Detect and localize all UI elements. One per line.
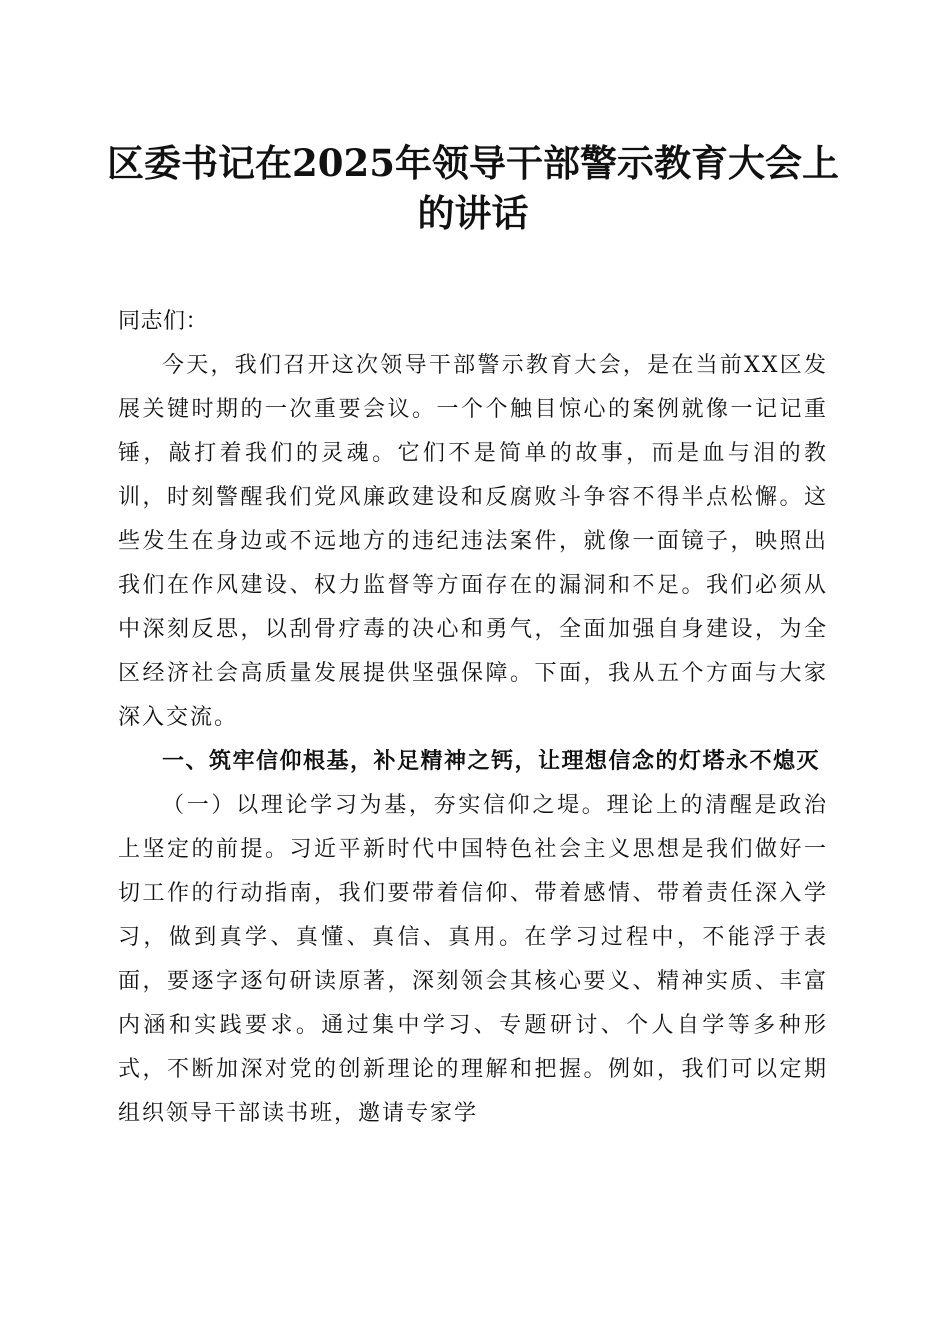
- salutation: 同志们：: [118, 309, 209, 334]
- document-title: 区委书记在2025年领导干部警示教育大会上的讲话: [107, 141, 839, 235]
- opening-paragraph: 今天，我们召开这次领导干部警示教育大会，是在当前XX区发展关键时期的一次重要会议。一个个触目惊心的案例就像一记记重锤，敲打着我们的灵魂。它们不是简单的故事，而是血与泪的教训，时刻警醒我们党风廉政建设和反腐败斗争容不得半点松懈。这些发生在身边或不远地方的违纪违法案件，就像一面镜子，映照出我们在作风建设、权力监督等方面存在的漏洞和不足。我们必须从中深刻反思，以刮骨疗毒的决心和勇气，全面加强自身建设，为全区经济社会高质量发展提供坚强保障。下面，我从五个方面与大家深入交流。: [118, 353, 828, 730]
- document-page: [107, 138, 839, 1136]
- section-heading-1: 一、筑牢信仰根基，补足精神之钙，让理想信念的灯塔永不熄灭: [162, 749, 821, 774]
- subsection-paragraph-1: （一）以理论学习为基，夯实信仰之堤。理论上的清醒是政治上坚定的前提。习近平新时代中国特色社会主义思想是我们做好一切工作的行动指南，我们要带着信仰、带着感情、带着责任深入学习，做到真学、真懂、真信、真用。在学习过程中，不能浮于表面，要逐字逐句研读原著，深刻领会其核心要义、精神实质、丰富内涵和实践要求。通过集中学习、专题研讨、个人自学等多种形式，不断加深对党的创新理论的理解和把握。例如，我们可以定期组织领导干部读书班，邀请专家学: [118, 793, 828, 1126]
